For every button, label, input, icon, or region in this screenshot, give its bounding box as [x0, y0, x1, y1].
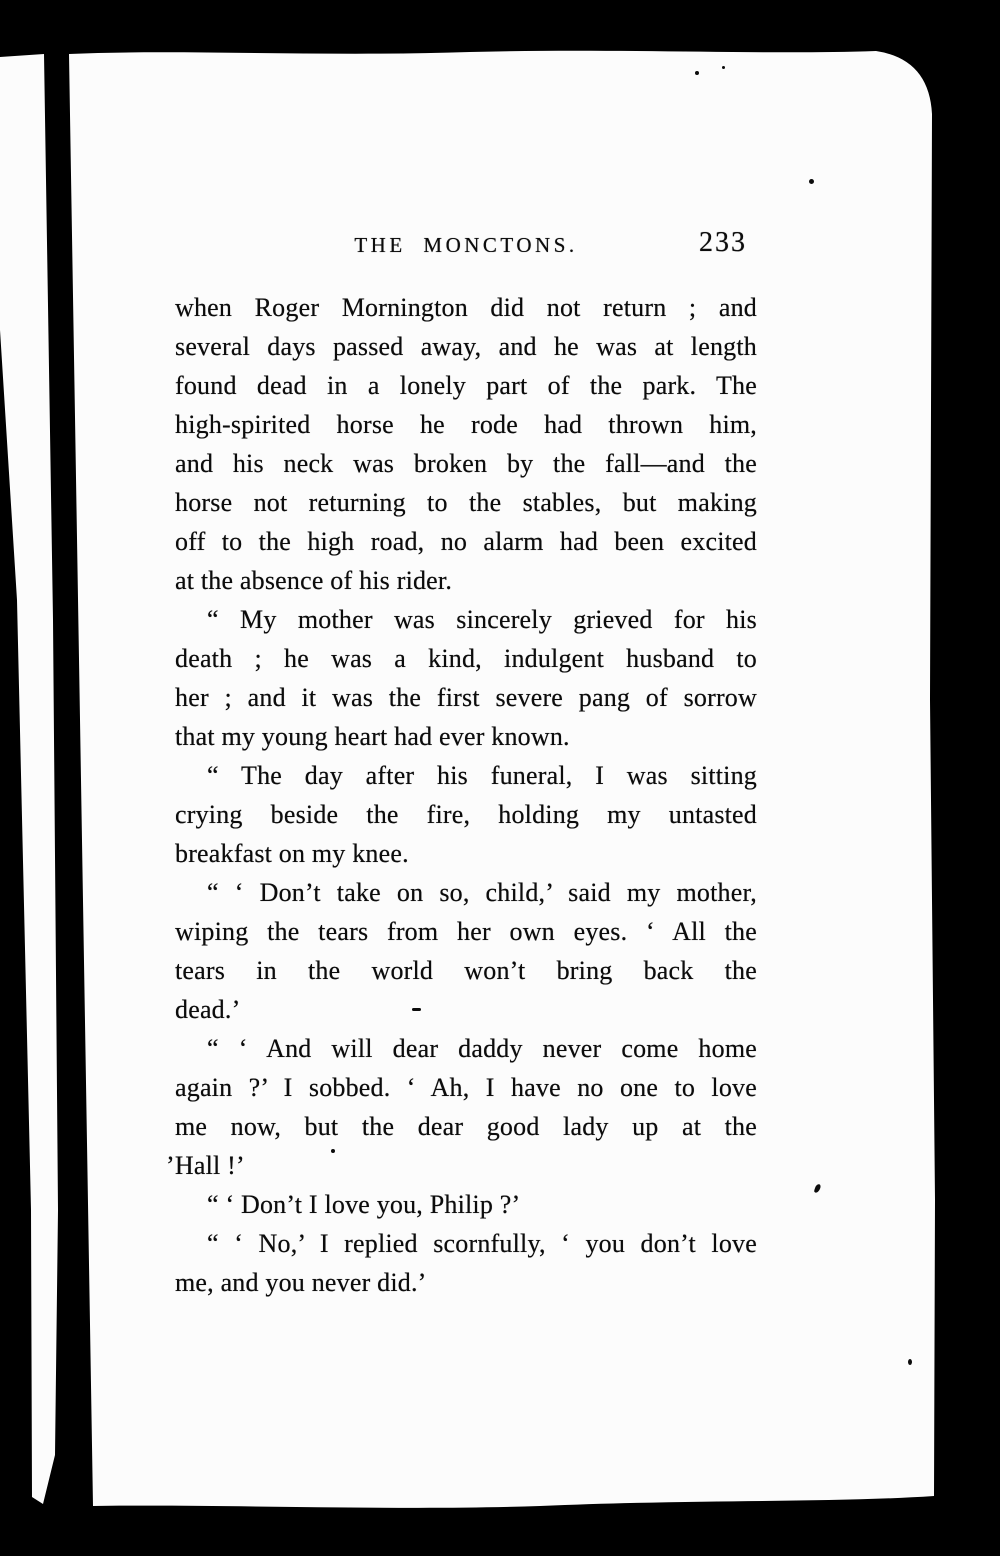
text-line: at the absence of his rider. [175, 566, 453, 595]
text-line: dead.’ [175, 995, 241, 1024]
text-line: “ ‘ Don’t I love you, Philip ?’ [207, 1190, 521, 1219]
text-line: ’Hall !’ [166, 1151, 245, 1180]
text-line: high-spirited horse he rode had thrown him, [175, 410, 757, 439]
text-line: “ ‘ And will dear daddy never come home [207, 1034, 757, 1063]
text-line: breakfast on my knee. [175, 839, 409, 868]
text-line: “ My mother was sincerely grieved for his [207, 605, 757, 634]
body-text [166, 288, 757, 1302]
running-header-title: THE MONCTONS. [354, 233, 578, 257]
text-line: her ; and it was the first severe pang of sorrow [175, 683, 757, 712]
text-line: “ The day after his funeral, I was sitting [207, 761, 757, 790]
text-line: death ; he was a kind, indulgent husband to [175, 644, 757, 673]
text-line: me now, but the dear good lady up at the [175, 1112, 757, 1141]
text-line: several days passed away, and he was at length [175, 332, 757, 361]
text-line: wiping the tears from her own eyes. ‘ All the [175, 917, 757, 946]
text-line: “ ‘ No,’ I replied scornfully, ‘ you don’t love [207, 1229, 757, 1258]
text-line: when Roger Mornington did not return ; and [175, 293, 757, 322]
text-line: again ?’ I sobbed. ‘ Ah, I have no one to love [175, 1073, 757, 1102]
text-line: horse not returning to the stables, but making [175, 488, 757, 517]
scan-speck [722, 66, 725, 69]
text-line: that my young heart had ever known. [175, 722, 570, 751]
text-line: “ ‘ Don’t take on so, child,’ said my mother, [207, 878, 757, 907]
scan-speck [695, 71, 699, 75]
page-number: 233 [699, 227, 747, 258]
text-line: off to the high road, no alarm had been excited [175, 527, 757, 556]
text-line: crying beside the fire, holding my untasted [175, 800, 757, 829]
scan-speck [809, 179, 814, 184]
text-line: found dead in a lonely part of the park. The [175, 371, 757, 400]
text-line: me, and you never did.’ [175, 1268, 427, 1297]
text-line: tears in the world won’t bring back the [175, 956, 757, 985]
text-line: and his neck was broken by the fall—and the [175, 449, 757, 478]
scan-speck [908, 1359, 912, 1365]
page-header [175, 227, 757, 267]
